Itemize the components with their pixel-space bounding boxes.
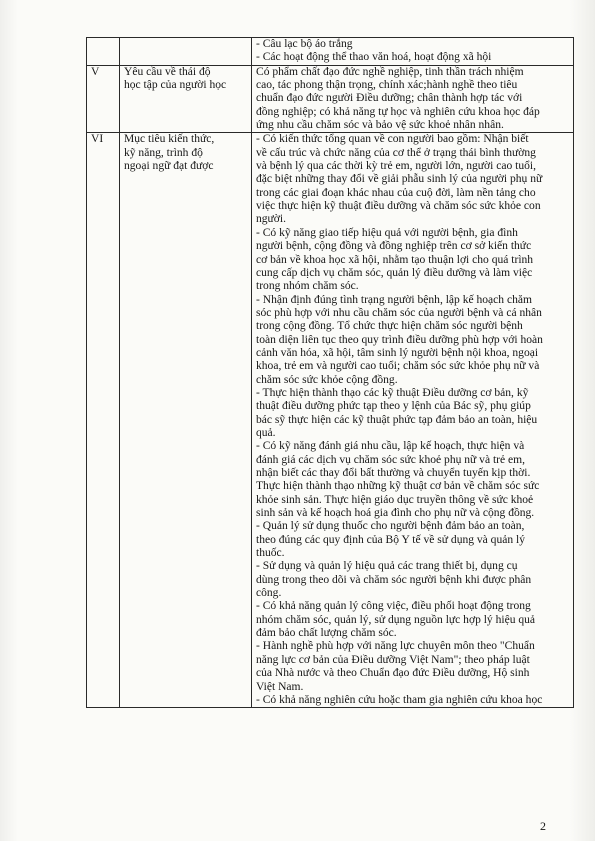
content-line: - Có khả năng quản lý công việc, điều phối hoạt động trong (256, 600, 531, 613)
content-line: khoa, trẻ em và người cao tuổi; chăm sóc sức khỏe phụ nữ và (256, 360, 540, 373)
content-line: bác sỹ thực hiện các kỹ thuật phức tạp đảm bảo an toàn, hiệu (256, 413, 538, 426)
section-content (252, 65, 574, 133)
page-number: 2 (540, 819, 546, 833)
label-line: ngoại ngữ đạt được (124, 160, 214, 173)
content-line: - Sử dụng và quản lý hiệu quả các trang thiết bị, dụng cụ (256, 560, 518, 573)
content-line: đảm bảo chất lượng chăm sóc. (256, 627, 397, 640)
label-line: học tập của người học (124, 79, 227, 92)
content-line: đặc biệt những thay đổi về giải phẫu sinh lý của người phụ nữ (256, 173, 543, 186)
section-label (120, 133, 252, 708)
content-line: về cấu trúc và chức năng của cơ thể ở trạng thái bình thường (256, 146, 536, 159)
content-line: - Câu lạc bộ áo trắng (256, 38, 353, 50)
content-line: - Có kỹ năng đánh giá nhu cầu, lập kế hoạch, thực hiện và (256, 440, 525, 453)
section-content (252, 38, 574, 66)
content-line: - Có kỹ năng giao tiếp hiệu quả với người bệnh, gia đình (256, 226, 518, 239)
section-number (87, 38, 120, 66)
content-line: đồng nghiệp; có khả năng tự học và nghiên cứu khoa học đáp (256, 105, 540, 118)
content-line: Có phẩm chất đạo đức nghề nghiệp, tinh thần trách nhiệm (256, 65, 524, 78)
table-row (87, 38, 574, 66)
content-line: - Hành nghề phù hợp với năng lực chuyên môn theo "Chuẩn (256, 640, 535, 653)
content-line: cao, tác phong thận trọng, chính xác;hành nghề theo tiêu (256, 79, 518, 92)
content-line: đánh giá các dịch vụ chăm sóc sức khoẻ phụ nữ và trẻ em, (256, 453, 526, 466)
content-line: theo đúng các quy định của Bộ Y tế về sử dụng và quản lý (256, 533, 525, 546)
content-line: - Nhận định đúng tình trạng người bệnh, lập kế hoạch chăm (256, 293, 532, 306)
content-line: - Quản lý sử dụng thuốc cho người bệnh đảm bảo an toàn, (256, 520, 525, 533)
content-line: và bệnh lý qua các thời kỳ trẻ em, người lớn, người cao tuổi, (256, 160, 537, 173)
content-line: cơ bản về khoa học xã hội, nhằm tạo thuận lợi cho quá trình (256, 253, 534, 266)
content-line: cảnh văn hóa, xã hội, tâm sinh lý người bệnh nội khoa, ngoại (256, 346, 539, 359)
content-line: việc thực hiện kỹ thuật điều dưỡng và chăm sóc sức khỏe con (256, 200, 541, 213)
content-line: trong các giai đoạn khác nhau của cuộ đời, làm nền tảng cho (256, 186, 536, 199)
section-content (252, 133, 574, 708)
content-line: - Có khả năng nghiên cứu hoặc tham gia nghiên cứu khoa học (256, 693, 543, 706)
content-line: khỏe sinh sản. Thực hiện giáo dục truyền thông về sức khoẻ (256, 493, 534, 506)
section-number: V (87, 65, 120, 133)
content-line: cung cấp dịch vụ chăm sóc, quản lý điều dưỡng và làm việc (256, 266, 533, 279)
content-line: công. (256, 587, 282, 600)
content-line: sóc phù hợp với nhu cầu chăm sóc của người bệnh và cá nhân (256, 306, 542, 319)
curriculum-table (86, 37, 574, 708)
content-line: dùng trong theo dõi và chăm sóc người bệnh khi được phân (256, 573, 532, 586)
content-line: người bệnh, cộng đồng và đồng nghiệp trên cơ sở kiến thức (256, 240, 532, 253)
section-label (120, 65, 252, 133)
content-line: thuật điều dưỡng phức tạp theo y lệnh của Bác sỹ, phụ giúp (256, 400, 531, 413)
content-line: trong nhóm chăm sóc. (256, 280, 359, 293)
section-label (120, 38, 252, 66)
label-line: kỹ năng, trình độ (124, 146, 203, 159)
content-line: năng lực cơ bản của Điều dưỡng Việt Nam"; theo pháp luật (256, 653, 530, 666)
content-line: nhận biết các thay đổi bất thường và chuyển tuyến kịp thời. (256, 467, 531, 479)
content-line: Thực hiện thành thạo những kỹ thuật cơ bản về chăm sóc sức (256, 480, 540, 493)
content-line: trong cộng đồng. Tổ chức thực hiện chăm sóc người bệnh (256, 320, 523, 333)
content-line: sinh sản và kế hoạch hoá gia đình cho phụ nữ và cộng đồng. (256, 507, 535, 520)
content-line: Việt Nam. (256, 680, 304, 693)
table-body (87, 38, 574, 708)
content-line: người. (256, 213, 287, 226)
content-line: quả. (256, 426, 276, 439)
section-number: VI (87, 133, 120, 708)
table-row (87, 133, 574, 708)
content-line: nhóm chăm sóc, quản lý, sử dụng nguồn lực hợp lý hiệu quả (256, 613, 536, 626)
content-line: - Có kiến thức tổng quan về con người bao gồm: Nhận biết (256, 133, 529, 146)
label-line: Mục tiêu kiến thức, (124, 133, 215, 146)
content-line: toàn diện liên tục theo quy trình điều dưỡng phù hợp với hoàn (256, 333, 543, 346)
table-row (87, 65, 574, 133)
content-line: ứng nhu cầu chăm sóc và bảo vệ sức khoẻ nhân nhân. (256, 119, 504, 132)
content-line: thuốc. (256, 547, 285, 560)
content-line: - Các hoạt động thể thao văn hoá, hoạt động xã hội (256, 51, 492, 64)
content-line: chuẩn đạo đức người Điều dưỡng; chân thành hợp tác với (256, 92, 523, 105)
content-line: của Nhà nước và theo Chuẩn đạo đức Điều dưỡng, Hộ sinh (256, 667, 530, 680)
content-line: chăm sóc sức khỏe cộng đồng. (256, 373, 398, 386)
content-line: - Thực hiện thành thạo các kỹ thuật Điều dưỡng cơ bản, kỹ (256, 386, 529, 399)
label-line: Yêu cầu về thái độ (124, 65, 211, 78)
